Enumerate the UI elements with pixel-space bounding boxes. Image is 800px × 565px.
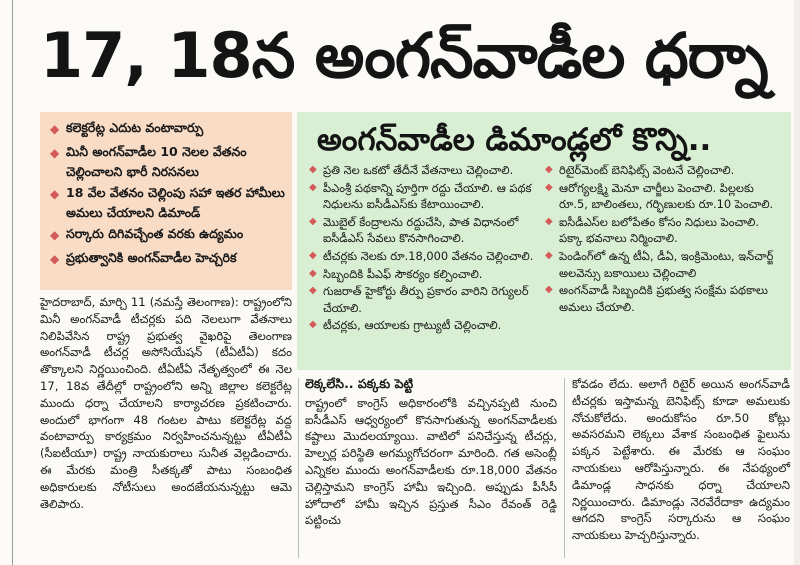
demand-text: అంగన్‌వాడీ సిబ్బందికి ప్రభుత్వ సంక్షేమ పథకాలు అమలు చేయాలి. xyxy=(559,283,768,314)
article-body-right: కోవడం లేదు. అలాగే రిటైర్ అయిన అంగన్‌వాడీ టీచర్లకు ఇస్తామన్న బెనిఫిట్స్ కూడా అమలుకు నోచుకోలేదు. అందుకోసం రూ.50 కోట్లు అవసరమని లెక్కలు వేశాక సంబంధిత ఫైలును పక్కన పెట్టేశారు. ఈ మేరకు ఆ సంఘం నాయకులు ఆరోపిస్తున్నారు. ఈ నేపథ్యంలో డిమాండ్ల సాధనకు ధర్నా చేయాలని నిర్ణయించారు. డిమాండ్లు నెరవేరేదాకా ఉద్యమం ఆగదని కాంగ్రెస్ సర్కారును ఆ సంఘం నాయకులు హెచ్చరిస్తున్నారు. xyxy=(572,377,790,543)
highlight-text: సర్కారు దిగివచ్చేంత వరకు ఉద్యమం xyxy=(66,226,244,241)
demand-text: మొబైల్ కేంద్రాలను రద్దుచేసి, పాత విధానంలో ఐసీడీఎస్ సేవలు కొనసాగించాలి. xyxy=(323,214,519,246)
headline: 17, 18న అంగన్‌వాడీల ధర్నా xyxy=(40,19,768,92)
highlight-text: 18 వేల వేతనం చెల్లింపు సహా ఇతర హామీలు అమలు చేయాలని డిమాండ్ xyxy=(66,185,285,220)
demand-text: ఐసీడీఎస్‌ల బలోపేతం కోసం నిధులు పెంచాలి. పక్కా భవనాలు నిర్మించాలి. xyxy=(559,214,760,246)
bullet-icon: ◆ xyxy=(309,215,317,227)
bullet-icon: ◆ xyxy=(50,122,60,136)
demand-item xyxy=(545,248,783,281)
bullet-icon: ◆ xyxy=(50,252,60,266)
demand-item xyxy=(545,214,783,247)
demand-text: గుజరాత్ హైకోర్టు తీర్పు ప్రకారం వారిని రెగ్యులర్ చేయాలి. xyxy=(323,284,529,315)
highlight-item xyxy=(50,248,286,271)
demand-text: రిటైర్‌మెంట్ బెనిఫిట్స్ వెంటనే చెల్లించాలి. xyxy=(559,163,735,177)
demand-item xyxy=(545,282,783,315)
highlight-text: మినీ అంగన్‌వాడీల 10 నెలల వేతనం చెల్లించాలని భారీ నిరసనలు xyxy=(66,144,247,179)
demand-text: ప్రతి నెల ఒకటో తేదీనే వేతనాలు చెల్లించాలి. xyxy=(323,163,514,177)
bullet-icon: ◆ xyxy=(309,285,317,297)
demands-box xyxy=(297,112,791,370)
highlight-item xyxy=(50,118,286,141)
page-edge xyxy=(794,0,800,565)
demand-item xyxy=(309,248,539,265)
bullet-icon: ◆ xyxy=(50,187,60,201)
highlight-item xyxy=(50,224,286,247)
demand-text: టీచర్లకు, ఆయాలకు గ్రాట్యుటీ చెల్లించాలి. xyxy=(323,318,502,333)
bullet-icon: ◆ xyxy=(545,181,553,193)
demand-text: ఆరోగ్యలక్ష్మి మెనూ చార్జీలు పెంచాలి. పిల్లలకు రూ.5, బాలింతలు, గర్భిణులకు రూ.10 పెంచాలి. xyxy=(559,180,774,212)
demand-item xyxy=(309,283,539,316)
highlight-text: కలెక్టరేట్ల ఎదుట వంటావార్పు xyxy=(66,120,204,135)
highlight-text: ప్రభుత్వానికి అంగన్‌వాడీల హెచ్చరిక xyxy=(66,250,237,265)
article-body-left: హైదరాబాద్, మార్చి 11 (నమస్తే తెలంగాణ): రాష్ట్రంలోని మినీ అంగన్‌వాడీ టీచర్లకు పది నెలలుగా వేతనాలు నిలిపివేసిన రాష్ట్ర ప్రభుత్వ వైఖరిపై తెలంగాణ అంగన్‌వాడీ టీచర్ల అసోసియేషన్ (టీఏటీఏ) కదం తొక్కాలని నిర్ణయించింది. టీఏటీఏ నేతృత్వంలో ఈ నెల 17, 18వ తేదీల్లో రాష్ట్రంలోని అన్ని జిల్లాల కలెక్టరేట్ల ముందు ధర్నా చేయాలని కార్యాచరణ ప్రకటించారు. అందులో భాగంగా 48 గంటల పాటు కలెక్టరేట్ల వద్ద వంటావార్పు కార్యక్రమం నిర్వహించనున్నట్టు టీఏటీఏ (సీఐటీయూ) రాష్ట్ర నాయకురాలు సునీత వెల్లడించారు. ఈ మేరకు మంత్రి సీతక్కతో పాటు సంబంధిత అధికారులకు నోటీసులు అందజేయనున్నట్టు ఆమె తెలిపారు. xyxy=(40,295,292,511)
column-rule xyxy=(12,0,13,565)
bullet-icon: ◆ xyxy=(309,249,317,261)
bullet-icon: ◆ xyxy=(545,249,553,261)
bullet-icon: ◆ xyxy=(50,228,60,242)
article-body-middle xyxy=(305,376,557,529)
subheading: లెక్కలేసి.. పక్కకు పెట్టి xyxy=(305,376,414,391)
demand-item xyxy=(545,162,783,179)
demand-text: పీఎంశ్రీ పథకాన్ని పూర్తిగా రద్దు చేయాలి. ఆ పథక నిధులను ఐసీడీఎస్‌కు కేటాయించాలి. xyxy=(323,180,532,212)
column-divider xyxy=(564,378,565,558)
bullet-icon: ◆ xyxy=(309,181,317,193)
demand-text: టీచర్లకు నెలకు రూ.18,000 వేతనం చెల్లించాలి. xyxy=(323,248,534,263)
demand-item xyxy=(545,180,783,213)
bullet-icon: ◆ xyxy=(309,164,317,175)
column-divider xyxy=(298,378,299,558)
demand-item xyxy=(309,317,539,334)
demand-item xyxy=(309,180,539,213)
demands-column-2 xyxy=(545,162,783,316)
bullet-icon: ◆ xyxy=(545,164,553,175)
highlight-item xyxy=(50,183,286,223)
bullet-icon: ◆ xyxy=(545,284,553,296)
demand-text: పెండింగ్‌లో ఉన్న టీఏ, డీఏ, ఇంక్రిమెంటు, ఇన్‌చార్జ్ అలవెన్సు బకాయిలు చెల్లించాలి xyxy=(559,248,774,280)
demand-item xyxy=(309,266,539,283)
demand-text: సిబ్బందికి పీఎఫ్ సౌకర్యం కల్పించాలి. xyxy=(323,266,483,281)
bullet-icon: ◆ xyxy=(545,215,553,227)
demand-item xyxy=(309,162,539,179)
demands-title: అంగన్‌వాడీల డిమాండ్లలో కొన్ని.. xyxy=(317,122,712,158)
article-body-middle-text: రాష్ట్రంలో కాంగ్రెస్ అధికారంలోకి వచ్చినప్పటి నుంచి ఐసీడీఎస్ ఆధ్వర్యంలో కొనసాగుతున్న అంగన్‌వాడీలకు కష్టాలు మొదలయ్యాయి. వాటిలో పనిచేస్తున్న టీచర్లు, హెల్పర్ల పరిస్థితి అగమ్యగోచరంగా మారింది. గత అసెంబ్లీ ఎన్నికల ముందు అంగన్‌వాడీలకు రూ.18,000 వేతనం చెల్లిస్తామని కాంగ్రెస్ హామీ ఇచ్చింది. అప్పుడు పీసీసీ హోదాలో హామీ ఇచ్చిన ప్రస్తుత సీఎం రేవంత్ రెడ్డి పట్టించు xyxy=(305,395,557,528)
demands-column-1 xyxy=(309,162,539,335)
highlight-item xyxy=(50,142,286,182)
bullet-icon: ◆ xyxy=(309,319,317,331)
demand-item xyxy=(309,214,539,247)
bullet-icon: ◆ xyxy=(50,146,60,160)
bullet-icon: ◆ xyxy=(309,267,317,279)
highlights-box xyxy=(40,112,292,290)
